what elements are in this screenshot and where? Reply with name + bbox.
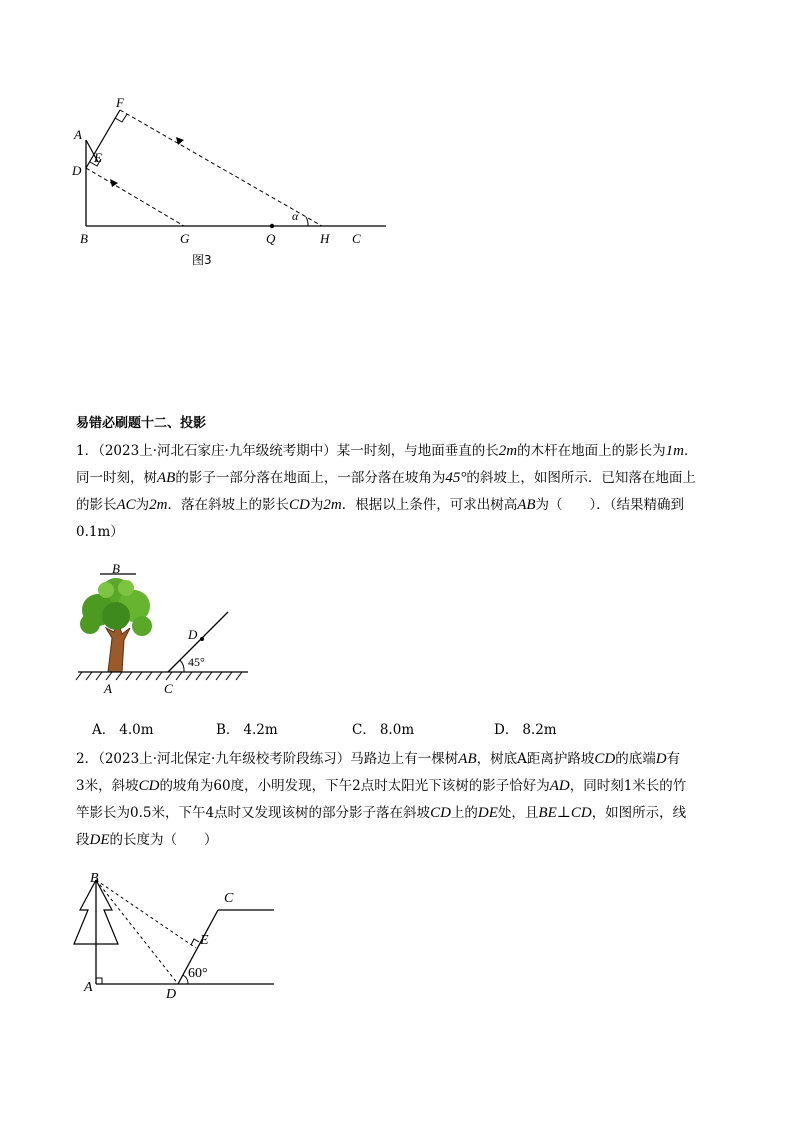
q1-option-a[interactable]: A． 4.0m	[92, 722, 154, 738]
question-2-text: 2．（2023上·河北保定·九年级校考阶段练习）马路边上有一棵树AB，树底A距离护路坡CD的底端D有 3米，斜坡CD的坡角为60度，小明发现，下午2点时太阳光下该树的影子恰好为AD，同时刻1米长的竹 竿影长为0.5米，下午4点时又发现该树的部分影子落在斜坡CD上的DE处，且BE⊥CD，如图所示，线 段DE的长度为（ ）	[76, 751, 687, 848]
q1-label-c: C	[164, 681, 173, 696]
q2-label-b: B	[90, 871, 99, 886]
q1-label-d: D	[188, 627, 198, 642]
point-q	[270, 224, 274, 228]
fig3-label-g: G	[180, 231, 190, 246]
q1-option-c[interactable]: C． 8.0m	[352, 722, 415, 738]
dashed-dg	[86, 168, 184, 226]
section-title: 易错必刷题十二、投影	[76, 416, 207, 431]
q2-label-angle: 60°	[188, 966, 208, 981]
fig3-label-alpha: α	[292, 209, 299, 223]
fig3-label-f: F	[116, 95, 124, 110]
fig3-label-b: B	[80, 231, 88, 246]
q1-option-d[interactable]: D． 8.2m	[494, 722, 557, 738]
q2-label-a: A	[84, 980, 93, 995]
point-d	[200, 637, 204, 641]
figure-caption: 图3	[192, 253, 212, 267]
q2-label-c: C	[224, 891, 234, 906]
q1-option-b[interactable]: B． 4.2m	[216, 722, 278, 738]
fig3-label-e: E	[94, 150, 102, 165]
q2-label-e: E	[200, 933, 209, 948]
figure-3-diagram	[60, 90, 400, 250]
tree-foliage	[80, 578, 152, 636]
fig3-label-c: C	[352, 231, 361, 246]
question-1-text: 1．（2023上·河北石家庄·九年级统考期中）某一时刻，与地面垂直的长2m的木杆在地面上的影长为1m． 同一时刻，树AB的影子一部分落在地面上，一部分落在坡角为45°的斜坡上，如图所示．已知落在地面上 的影长AC为2m．落在斜坡上的影长CD为2m．根据以上条件，可求出树高AB为（ ）．（结果精确到 0.1m）	[76, 443, 698, 540]
fig3-label-q: Q	[266, 231, 276, 246]
question-1-figure	[70, 560, 260, 690]
fig3-label-d: D	[72, 163, 82, 178]
dashed-be	[96, 880, 196, 948]
q1-label-b: B	[112, 561, 120, 576]
fig3-label-a: A	[74, 127, 82, 142]
line-df	[86, 110, 120, 168]
fig3-label-h: H	[320, 231, 330, 246]
q1-label-angle: 45°	[188, 655, 205, 669]
q2-label-d: D	[166, 987, 177, 1002]
dashed-bd	[96, 880, 178, 984]
q1-label-a: A	[104, 681, 112, 696]
